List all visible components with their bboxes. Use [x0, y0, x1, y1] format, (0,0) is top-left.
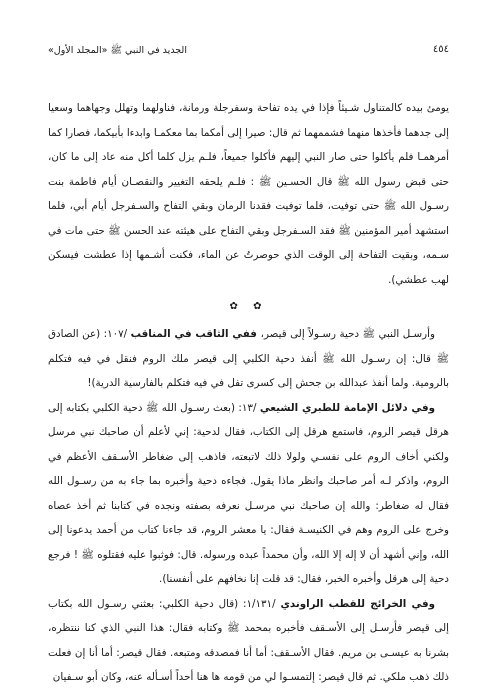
paragraph-2-text: /١٠٧: (عن الصادق ﷺ قال: إن رسـول الله ﷺ أنفذ دحية الكلبي إلى قيصر ملك الروم فنقل في فيه فتكلم بالرومية. ولما أنفذ عبدالله بن جحش إلى كسرى تفل في فيه فتكلم بالفارسية الدرية)!	[48, 328, 449, 389]
running-title: الجديد في النبي ﷺ «المجلد الأول»	[48, 45, 187, 56]
page-body	[48, 96, 449, 690]
paragraph-3-text: /١٣: (بعث رسـول الله ﷺ دحية الكلبي بكتابه إلى هرقل قيصر الروم، فاستمع هرقل إلى الكتاب، فقال لدحية: إني لأعلم أن صاحبك نبي مرسل ولكني أخاف الروم على نفسـي ولولا ذلك لاتبعته، فاذهب إلى ضغاطر الأسـقف الأعظم في الروم، واذكر لـه أمر صاحبك وانظر ماذا يقول. فجاءه دحية وأخبره بما جاء به من رسـول الله فقال له ضغاطر: والله إن صاحبك نبي مرسـل نعرفه بصفته ونجده في كتابنا ثم أخذ عصاه وخرج على الروم وهم في الكنيسـة فقال: يا معشر الروم، قد جاءنا كتاب من أحمد يدعونا إلى الله، وإني أشهد أن لا إله إلا الله، وأن محمداً عبده ورسوله. قال: فوثبوا عليه فقتلوه ﷺ ! فرجع دحية إلى هرقل وأخبره الخبر، فقال: قد قلت إنا نخافهم على أنفسنا).	[48, 401, 449, 585]
paragraph-3	[48, 396, 449, 592]
paragraph-1: يومئ بيده كالمتناول شـيئاً فإذا في يده تفاحة وسفرجلة ورمانة، فناولهما وتهلل وجهاهما وسعيا إلى جدهما فأخذها منهما فشممهما ثم قال: صيرا إلى أمكما بما معكمـا وابدءا بأبيكما، فصارا كما أمرهمـا فلم يأكلوا حتى صار النبي إليهم فأكلوا جميعاً، فلـم يزل كلما أكل منه عاد إلى ما كان، حتى قبض رسول الله ﷺ قال الحسـين ﷺ : فلـم يلحقه التغيير والنقصـان أيام فاطمة بنت رسـول الله ﷺ حتى توفيت، فلما توفيت فقدنا الرمان وبقي التفاح والسـفرجل أيام أبي، فلما استشهد أمير المؤمنين ﷺ فقد السـفرجل وبقي التفاح على هيئته عند الحسن ﷺ حتى مات في سـمه، وبقيت التفاحة إلى الوقت الذي حوصرتُ عن الماء، فكنت أشـمها إذا عطشت فيسكن لهب عطشي).	[48, 102, 449, 286]
paragraph-2-source: ففي الثاقب في المناقب	[130, 328, 261, 340]
paragraph-3-source: وفي دلائل الإمامة للطبري الشيعي	[259, 401, 435, 414]
page-header	[48, 44, 449, 60]
page-number: ٤٥٤	[432, 44, 449, 55]
paragraph-2-lead: وأرسـل النبي ﷺ دحية رسـولاً إلى قيصر،	[260, 328, 435, 340]
section-separator: ✿ ✿	[229, 301, 268, 312]
paragraph-2	[48, 322, 449, 396]
paragraph-4-text: /١/١٣١: (قال دحية الكلبي: بعثني رسـول الله بكتاب إلى قيصر فأرسـل إلى الأسـقف فأخبره بمحمد ﷺ وكتابه فقال: هذا النبي الذي كنا ننتظره، بشرنا به عيسـى بن مريم. فقال الأسـقف: أما أنا فمصدقه ومتبعه. فقال قيصر: أما أنا إن فعلت ذلك ذهب ملكي. ثم قال قيصر: إلتمسـوا لي من قومه ها هنا أحداً أسـأله عنه، وكان أبو سـفيان	[48, 597, 449, 683]
paragraph-4	[48, 592, 449, 690]
paragraph-4-source: وفي الخرائج للقطب الراوندي	[280, 597, 436, 610]
